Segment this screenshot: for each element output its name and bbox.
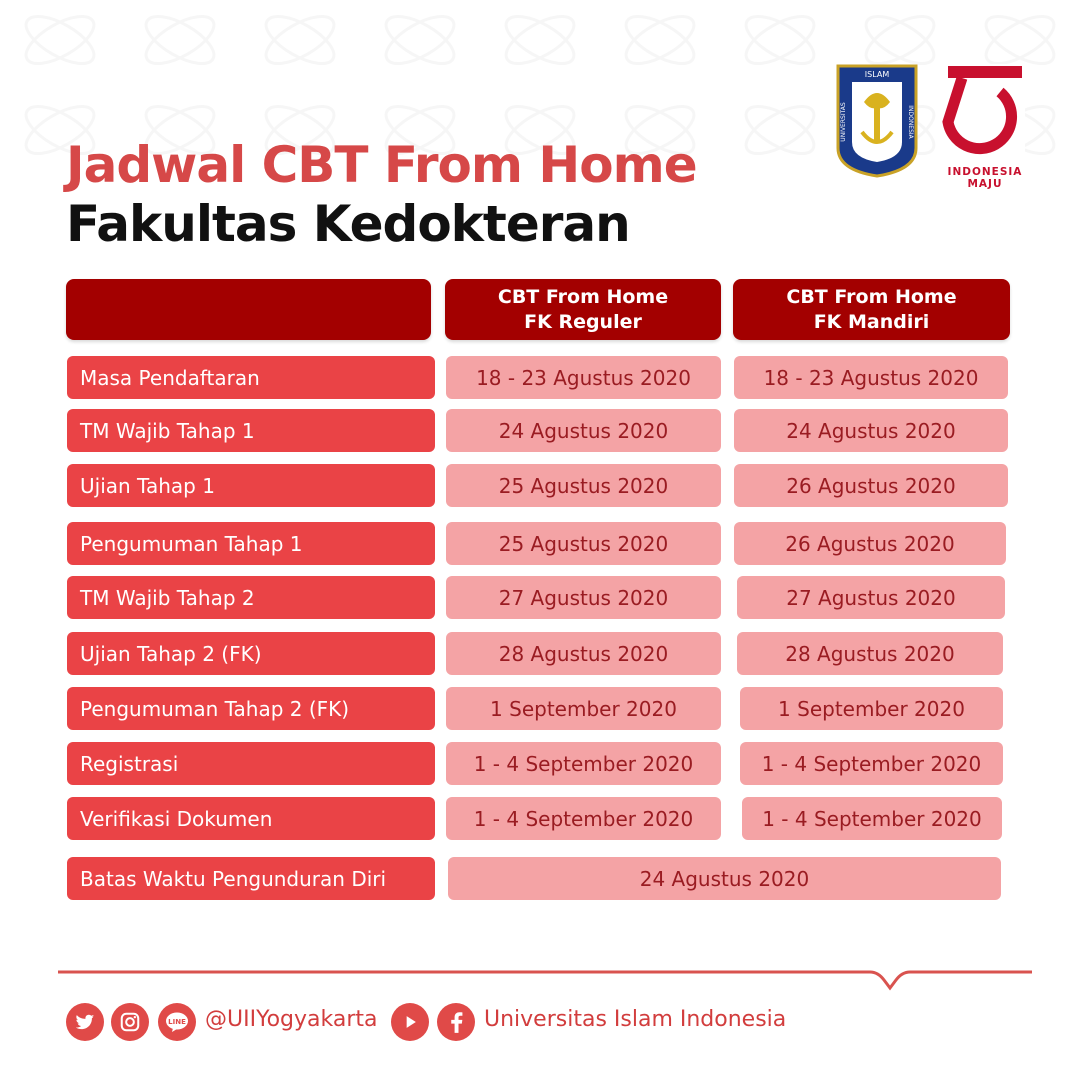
logo-text-line2: MAJU: [967, 178, 1003, 190]
row-value-reguler: 25 Agustus 2020: [446, 464, 721, 507]
header-mandiri-line1: CBT From Home: [786, 285, 957, 308]
page-title: Jadwal CBT From Home: [66, 136, 697, 194]
row-value-reguler: 1 - 4 September 2020: [446, 797, 721, 840]
uii-logo-right-text: INDONESIA: [907, 105, 914, 139]
row-value-reguler: 27 Agustus 2020: [446, 576, 721, 619]
twitter-icon[interactable]: [66, 1003, 104, 1041]
uii-logo-top-text: ISLAM: [864, 70, 890, 79]
row-value-mandiri: 26 Agustus 2020: [734, 522, 1006, 565]
table-header-blank: [66, 279, 431, 340]
row-value-reguler: 28 Agustus 2020: [446, 632, 721, 675]
row-label: Pengumuman Tahap 2 (FK): [67, 687, 435, 730]
university-name[interactable]: Universitas Islam Indonesia: [484, 1007, 787, 1032]
row-value-mandiri: 24 Agustus 2020: [734, 409, 1008, 452]
row-value-mandiri: 27 Agustus 2020: [737, 576, 1005, 619]
row-label-last: Batas Waktu Pengunduran Diri: [67, 857, 435, 900]
logo-text-line1: INDONESIA: [947, 166, 1023, 178]
row-label: TM Wajib Tahap 2: [67, 576, 435, 619]
uii-logo: [834, 62, 920, 180]
row-label: Ujian Tahap 2 (FK): [67, 632, 435, 675]
row-value-reguler: 1 September 2020: [446, 687, 721, 730]
row-value-mandiri: 26 Agustus 2020: [734, 464, 1008, 507]
table-header-reguler: [445, 279, 721, 340]
facebook-icon[interactable]: [437, 1003, 475, 1041]
row-value-mandiri: 18 - 23 Agustus 2020: [734, 356, 1008, 399]
row-label: Verifikasi Dokumen: [67, 797, 435, 840]
row-value-reguler: 25 Agustus 2020: [446, 522, 721, 565]
row-value-reguler: 24 Agustus 2020: [446, 409, 721, 452]
line-icon-label: LINE: [168, 1018, 186, 1026]
table-header-mandiri: [733, 279, 1010, 340]
row-value-mandiri: 1 - 4 September 2020: [740, 742, 1003, 785]
row-value-merged: 24 Agustus 2020: [448, 857, 1001, 900]
row-label: Ujian Tahap 1: [67, 464, 435, 507]
row-label: Masa Pendaftaran: [67, 356, 435, 399]
row-value-mandiri: 1 - 4 September 2020: [742, 797, 1002, 840]
row-value-reguler: 18 - 23 Agustus 2020: [446, 356, 721, 399]
footer-divider: [58, 958, 1032, 998]
row-value-reguler: 1 - 4 September 2020: [446, 742, 721, 785]
row-label: TM Wajib Tahap 1: [67, 409, 435, 452]
row-label: Registrasi: [67, 742, 435, 785]
header-reguler-line2: FK Reguler: [524, 310, 642, 333]
page-subtitle: Fakultas Kedokteran: [66, 195, 630, 253]
instagram-icon[interactable]: [111, 1003, 149, 1041]
row-label: Pengumuman Tahap 1: [67, 522, 435, 565]
uii-logo-left-text: UNIVERSITAS: [840, 102, 847, 142]
row-value-mandiri: 28 Agustus 2020: [737, 632, 1003, 675]
youtube-icon[interactable]: [391, 1003, 429, 1041]
social-handle[interactable]: @UIIYogyakarta: [205, 1007, 378, 1032]
line-icon[interactable]: [158, 1003, 196, 1041]
header-mandiri-line2: FK Mandiri: [813, 310, 930, 333]
header-reguler-line1: CBT From Home: [497, 285, 669, 308]
indonesia-maju-text: [940, 166, 1030, 190]
row-value-mandiri: 1 September 2020: [740, 687, 1003, 730]
